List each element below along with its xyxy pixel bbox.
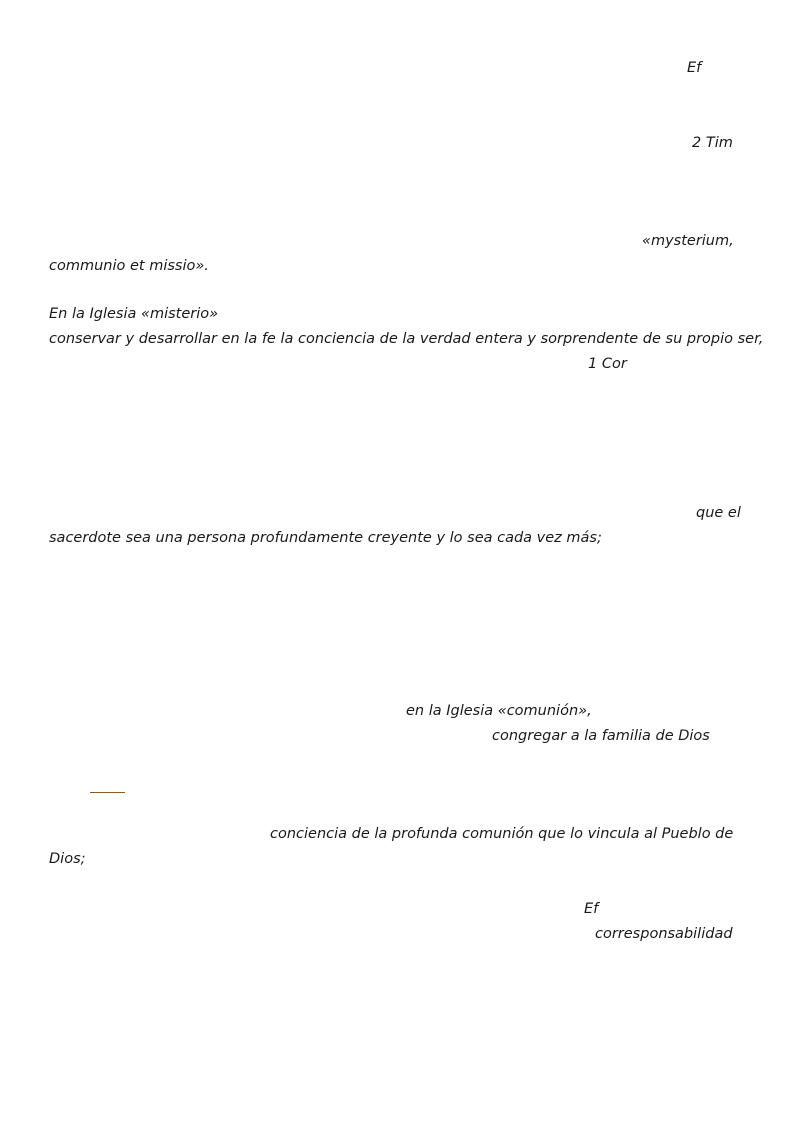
footnote-link-rule (90, 792, 125, 793)
phrase-dios: Dios; (49, 851, 86, 867)
ref-ef-1: Ef (687, 60, 702, 76)
phrase-conservar: conservar y desarrollar en la fe la conciencia de la verdad entera y sorprendente de su propio ser, (49, 331, 764, 347)
ref-ef-2: Ef (584, 901, 599, 917)
term-corresponsabilidad: corresponsabilidad (595, 926, 733, 942)
phrase-congregar: congregar a la familia de Dios (492, 728, 710, 744)
phrase-iglesia-misterio: En la Iglesia «misterio» (49, 306, 219, 322)
phrase-iglesia-comunion: en la Iglesia «comunión», (406, 703, 592, 719)
ref-2-tim: 2 Tim (692, 135, 733, 151)
ref-1-cor: 1 Cor (588, 356, 627, 372)
phrase-conciencia-comunion: conciencia de la profunda comunión que lo vincula al Pueblo de (270, 826, 734, 842)
phrase-sacerdote-creyente: sacerdote sea una persona profundamente creyente y lo sea cada vez más; (49, 530, 602, 546)
term-mysterium: «mysterium, (642, 233, 734, 249)
phrase-que-el: que el (696, 505, 741, 521)
term-communio-missio: communio et missio». (49, 258, 209, 274)
